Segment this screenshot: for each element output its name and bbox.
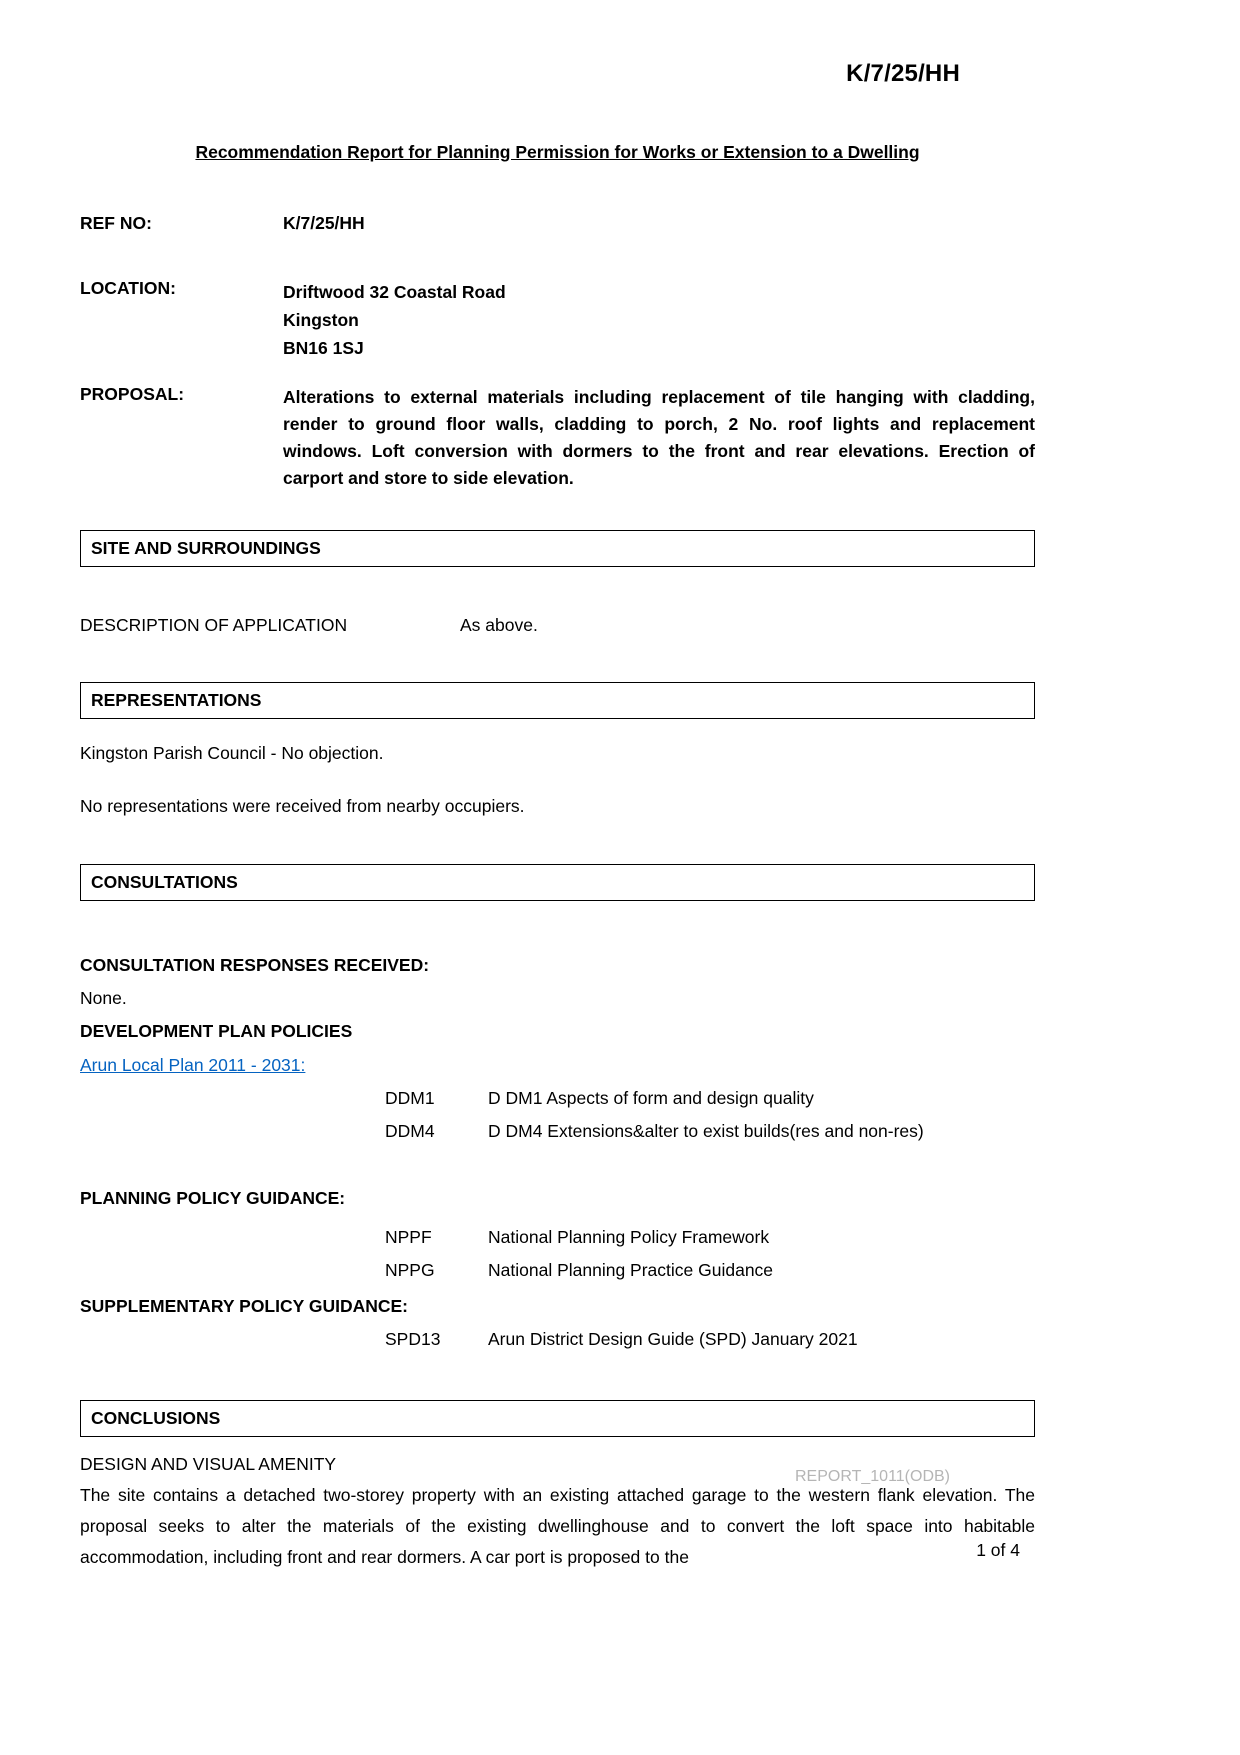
conclusions-paragraph: The site contains a detached two-storey property with an existing attached garage to the western flank elevation. The proposal seeks to alter the materials of the existing dwellinghouse and to convert the loft space into habitable accommodation, including front and rear dormers. A car port is proposed to the bbox=[80, 1485, 1035, 1567]
location-row bbox=[80, 278, 1035, 362]
location-value bbox=[283, 278, 506, 362]
proposal-label: PROPOSAL: bbox=[80, 384, 185, 404]
supplementary-policy-guidance-heading: SUPPLEMENTARY POLICY GUIDANCE: bbox=[80, 1296, 408, 1316]
description-of-application-row bbox=[80, 615, 1035, 636]
section-conclusions bbox=[80, 1400, 1035, 1437]
representations-heading: REPRESENTATIONS bbox=[91, 690, 262, 710]
document-content bbox=[80, 0, 1035, 1573]
consultation-responses-heading: CONSULTATION RESPONSES RECEIVED: bbox=[80, 955, 430, 975]
plan-link-row bbox=[80, 1055, 1035, 1076]
description-value: As above. bbox=[460, 615, 538, 635]
supplementary-code: SPD13 bbox=[385, 1329, 441, 1349]
ref-no-row bbox=[80, 213, 1035, 234]
location-label: LOCATION: bbox=[80, 278, 176, 298]
report-code-watermark: REPORT_1011(ODB) bbox=[794, 1468, 950, 1485]
page-number: 1 of 4 bbox=[976, 1540, 1020, 1560]
policy-code: DDM4 bbox=[385, 1121, 435, 1141]
doc-title: Recommendation Report for Planning Permission for Works or Extension to a Dwelling bbox=[195, 142, 920, 162]
policy-row-ddm1 bbox=[80, 1087, 1035, 1109]
consultation-responses-value: None. bbox=[80, 988, 127, 1008]
representations-paragraph-1: Kingston Parish Council - No objection. bbox=[80, 743, 384, 763]
policy-description: D DM4 Extensions&alter to exist builds(res and non-res) bbox=[488, 1121, 924, 1141]
policy-description: D DM1 Aspects of form and design quality bbox=[488, 1088, 814, 1108]
ref-no-label: REF NO: bbox=[80, 213, 152, 233]
arun-local-plan-link[interactable]: Arun Local Plan 2011 - 2031: bbox=[80, 1055, 306, 1075]
policy-code: DDM1 bbox=[385, 1088, 435, 1108]
guidance-row-nppg bbox=[80, 1259, 1035, 1281]
ref-no-value: K/7/25/HH bbox=[283, 213, 365, 233]
supplementary-description: Arun District Design Guide (SPD) January 2021 bbox=[488, 1329, 858, 1349]
planning-policy-guidance-heading: PLANNING POLICY GUIDANCE: bbox=[80, 1188, 346, 1208]
location-line-3: BN16 1SJ bbox=[283, 338, 364, 358]
consultations-heading: CONSULTATIONS bbox=[91, 872, 238, 892]
policy-row-ddm4 bbox=[80, 1120, 1035, 1142]
guidance-row-nppf bbox=[80, 1226, 1035, 1248]
section-site-and-surroundings bbox=[80, 530, 1035, 567]
description-label: DESCRIPTION OF APPLICATION bbox=[80, 615, 348, 635]
guidance-code: NPPF bbox=[385, 1227, 432, 1247]
design-visual-amenity-subheading: DESIGN AND VISUAL AMENITY bbox=[80, 1454, 337, 1474]
development-plan-policies-heading: DEVELOPMENT PLAN POLICIES bbox=[80, 1021, 353, 1041]
section-consultations bbox=[80, 864, 1035, 901]
conclusions-heading: CONCLUSIONS bbox=[91, 1408, 221, 1428]
location-line-2: Kingston bbox=[283, 310, 359, 330]
doc-ref-code: K/7/25/HH bbox=[846, 60, 960, 87]
location-line-1: Driftwood 32 Coastal Road bbox=[283, 282, 506, 302]
site-heading: SITE AND SURROUNDINGS bbox=[91, 538, 321, 558]
proposal-row bbox=[80, 384, 1035, 492]
guidance-code: NPPG bbox=[385, 1260, 435, 1280]
section-representations bbox=[80, 682, 1035, 719]
proposal-value: Alterations to external materials including replacement of tile hanging with cladding, render to ground floor walls, cladding to porch, 2 No. roof lights and replacement windows. Loft conversion with dormers to the front and rear elevations. Erection of carport and store to side elevation. bbox=[283, 387, 1035, 488]
representations-paragraph-2: No representations were received from nearby occupiers. bbox=[80, 796, 525, 816]
guidance-description: National Planning Policy Framework bbox=[488, 1227, 770, 1247]
supplementary-row-spd13 bbox=[80, 1328, 1035, 1350]
guidance-description: National Planning Practice Guidance bbox=[488, 1260, 774, 1280]
